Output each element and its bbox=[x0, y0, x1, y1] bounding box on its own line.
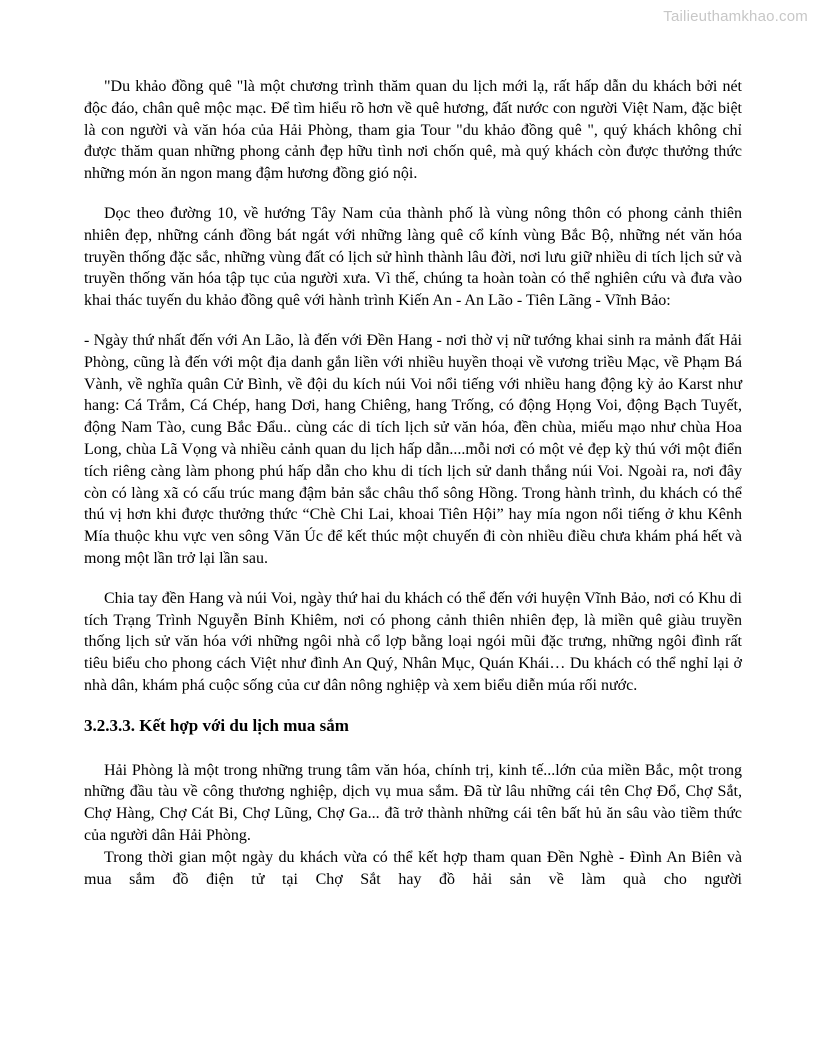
paragraph-ngay-thu-nhat-an-lao: - Ngày thứ nhất đến với An Lão, là đến với Đền Hang - nơi thờ vị nữ tướng khai sinh ra mảnh đất Hải Phòng, cũng là đến với một địa danh gắn liền với nhiều huyền thoại về vương triều Mạc, về Phạm Bá Vành, về nghĩa quân Cử Bình, về đội du kích núi Voi nổi tiếng với nhiều hang động kỳ ảo Karst như hang: Cá Trắm, Cá Chép, hang Dơi, hang Chiêng, hang Trống, có động Họng Voi, động Bạch Tuyết, động Nam Tào, cung Bắc Đẩu.. cùng các di tích lịch sử văn hóa, đền chùa, miếu mạo như chùa Hoa Long, chùa Lã Vọng và nhiều cảnh quan du lịch hấp dẫn....mỗi nơi có một vẻ đẹp kỳ thú với một điển tích riêng càng làm phong phú hấp dẫn cho khu di tích lịch sử danh thắng núi Voi. Ngoài ra, nơi đây còn có làng xã có cấu trúc mang đậm bản sắc châu thổ sông Hồng. Trong hành trình, du khách có thể thú vị hơn khi được thưởng thức “Chè Chi Lai, khoai Tiên Hội” hay mía ngon nổi tiếng ở khu Kênh Mía thuộc khu vực ven sông Văn Úc để kết thúc một chuyến đi còn nhiều điều chưa khám phá hết và mong một lần trở lại lần sau. bbox=[84, 331, 742, 567]
paragraph-doc-theo-duong-10: Dọc theo đường 10, về hướng Tây Nam của thành phố là vùng nông thôn có phong cảnh thiên nhiên đẹp, những cánh đồng bát ngát với những làng quê cổ kính vùng Bắc Bộ, những nét văn hóa truyền thống đặc sắc, những vùng đất có lịch sử hình thành lâu đời, nơi lưu giữ nhiều di tích lịch sử và truyền thống văn hóa tập tục của người xưa. Vì thế, chúng ta hoàn toàn có thể nghiên cứu và đưa vào khai thác tuyến du khảo đồng quê với hành trình Kiến An - An Lão - Tiên Lãng - Vĩnh Bảo: bbox=[84, 204, 742, 310]
paragraph-trong-thoi-gian-mot-ngay: Trong thời gian một ngày du khách vừa có thể kết hợp tham quan Đền Nghè - Đình An Biên và mua sắm đồ điện tử tại Chợ Sắt hay đồ hải sản về làm quà cho người bbox=[84, 848, 742, 888]
watermark-text: Tailieuthamkhao.com bbox=[663, 8, 808, 25]
paragraph-du-khao-dong-que-intro: "Du khảo đồng quê "là một chương trình thăm quan du lịch mới lạ, rất hấp dẫn du khách bởi nét độc đáo, chân quê mộc mạc. Để tìm hiểu rõ hơn về quê hương, đất nước con người Việt Nam, đặc biệt là con người và văn hóa của Hải Phòng, tham gia Tour "du khảo đồng quê ", quý khách không chỉ được thăm quan những phong cảnh đẹp hữu tình nơi chốn quê, mà quý khách còn được thưởng thức những món ăn ngon mang đậm hương đồng gió nội. bbox=[84, 78, 742, 183]
paragraph-ngay-thu-hai-vinh-bao: Chia tay đền Hang và núi Voi, ngày thứ hai du khách có thể đến với huyện Vĩnh Bảo, nơi có Khu di tích Trạng Trình Nguyễn Bỉnh Khiêm, nơi có phong cảnh thiên nhiên đẹp, là miền quê giàu truyền thống lịch sử văn hóa với những ngôi nhà cổ lợp bằng loại ngói mũi đặc trưng, những ngôi đình rất tiêu biểu cho phong cách Việt như đình An Quý, Nhân Mục, Quán Khái… Du khách có thể nghỉ lại ở nhà dân, khám phá cuộc sống của cư dân nông nghiệp và xem biểu diễn múa rối nước. bbox=[84, 589, 742, 694]
section-heading-ket-hop-du-lich-mua-sam: 3.2.3.3. Kết hợp với du lịch mua sắm bbox=[84, 715, 349, 735]
paragraph-hai-phong-trung-tam: Hải Phòng là một trong những trung tâm văn hóa, chính trị, kinh tế...lớn của miền Bắc, một trong những đầu tàu về công thương nghiệp, dịch vụ mua sắm. Đã từ lâu những cái tên Chợ Đổ, Chợ Sắt, Chợ Hàng, Chợ Cát Bi, Chợ Lũng, Chợ Ga... đã trở thành những cái tên bất hủ ăn sâu vào tiềm thức của người dân Hải Phòng. bbox=[84, 761, 742, 844]
